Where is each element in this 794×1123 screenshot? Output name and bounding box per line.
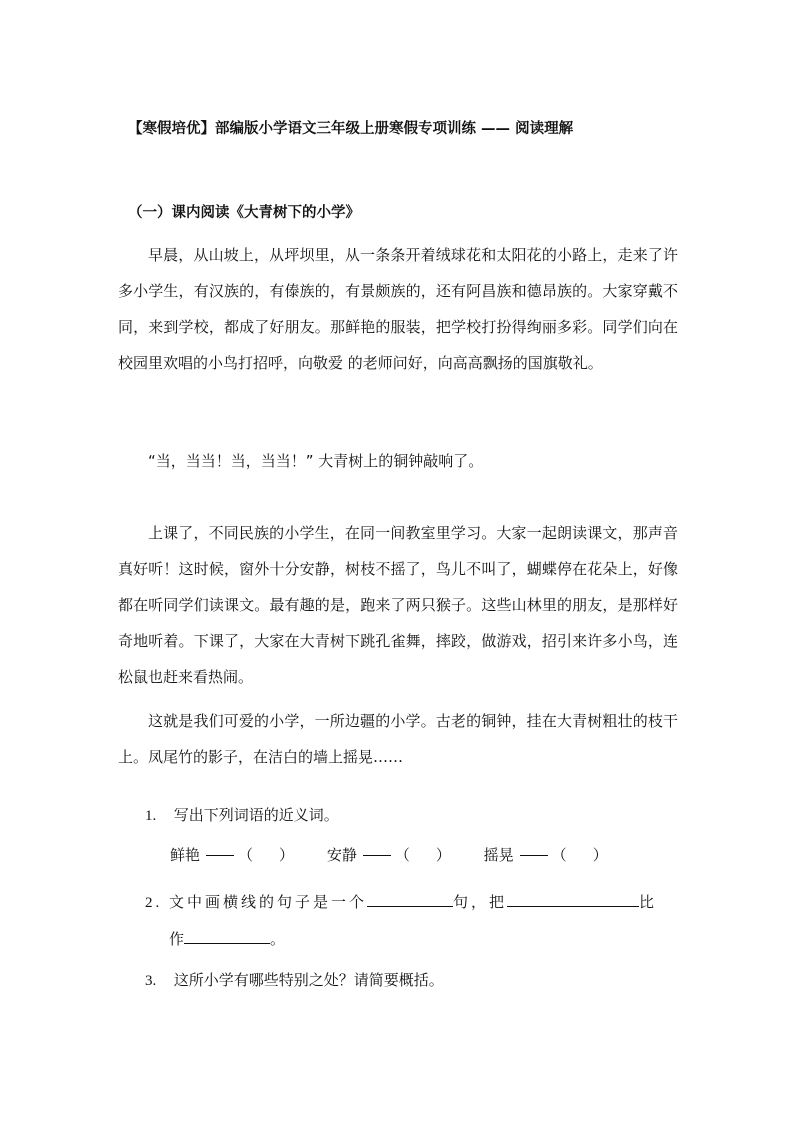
question-text-part: 句，把 [453, 893, 508, 911]
dash-line [206, 855, 234, 856]
word-label: 摇晃 [483, 846, 514, 864]
synonym-item [170, 840, 294, 870]
answer-blank-object[interactable] [184, 929, 270, 944]
question-text: 这所小学有哪些特别之处？请简要概括。 [173, 971, 444, 989]
synonym-item [327, 840, 451, 870]
passage-paragraph-2: “当，当当！当，当当！” 大青树上的铜钟敲响了。 [148, 452, 484, 470]
word-label: 安静 [326, 846, 357, 864]
answer-paren-close: ） [435, 846, 451, 864]
question-number: 1. [145, 808, 157, 824]
section-heading: （一）课内阅读《大青树下的小学》 [128, 205, 360, 221]
answer-blank-subject[interactable] [507, 892, 639, 907]
question-text-part: 比 [639, 893, 658, 911]
question-3 [145, 962, 685, 999]
question-2 [145, 884, 685, 957]
synonym-item [484, 840, 608, 870]
question-text-part: 文中画横线的句子是一个 [169, 893, 368, 911]
question-text: 写出下列词语的近义词。 [173, 806, 339, 824]
answer-paren-close: ） [592, 846, 608, 864]
passage-paragraph-1: 早晨，从山坡上，从坪坝里，从一条条开着绒球花和太阳花的小路上，走来了许多小学生，有汉族的，有傣族的，有景颇族的，还有阿昌族和德昂族的。大家穿戴不同，来到学校，都成了好朋友。那鲜艳的服装，把学校打扮得绚丽多彩。同学们向在校园里欢唱的小鸟打招呼，向敬爱 的老师问好，向高高飘扬的国旗敬礼。 [118, 246, 678, 372]
answer-paren-close: ） [279, 846, 295, 864]
dash-line [363, 855, 391, 856]
question-text-part: 作 [169, 930, 185, 948]
answer-paren-open[interactable]: （ [394, 846, 410, 864]
passage-paragraph-4: 这就是我们可爱的小学，一所边疆的小学。古老的铜钟，挂在大青树粗壮的枝干上。凤尾竹的影子，在洁白的墙上摇晃…… [118, 712, 678, 766]
synonym-answer-row [170, 840, 670, 870]
answer-paren-open[interactable]: （ [551, 846, 567, 864]
question-number: 2. [145, 895, 163, 911]
page-title: 【寒假培优】部编版小学语文三年级上册寒假专项训练 —— 阅读理解 [128, 121, 574, 137]
answer-paren-open[interactable]: （ [238, 846, 254, 864]
word-label: 鲜艳 [170, 846, 201, 864]
answer-blank-sentence-type[interactable] [367, 892, 453, 907]
question-number: 3. [145, 973, 157, 989]
question-text-part: 。 [270, 930, 286, 948]
question-1 [145, 797, 685, 834]
dash-line [520, 855, 548, 856]
passage-paragraph-3: 上课了，不同民族的小学生，在同一间教室里学习。大家一起朗读课文，那声音真好听！这时候，窗外十分安静，树枝不摇了，鸟儿不叫了，蝴蝶停在花朵上，好像都在听同学们读课文。最有趣的是，跑来了两只猴子。这些山林里的朋友，是那样好奇地听着。下课了，大家在大青树下跳孔雀舞，摔跤，做游戏，招引来许多小鸟，连松鼠也赶来看热闹。 [118, 524, 678, 686]
